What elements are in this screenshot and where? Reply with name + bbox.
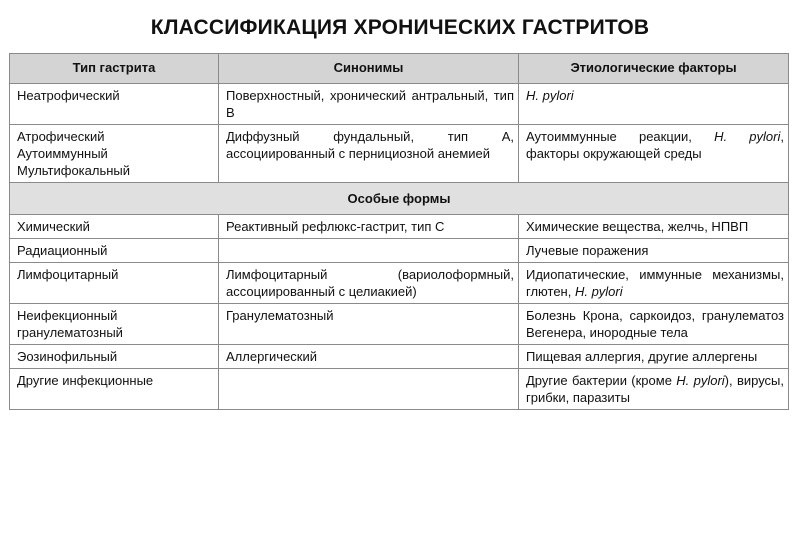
header-factors: Этиологические факторы [519, 54, 789, 84]
table-body-special [10, 215, 789, 410]
cell-factors [519, 84, 789, 125]
table-row [10, 304, 789, 345]
type-line: Эозинофильный [17, 349, 118, 364]
cell-type [10, 345, 219, 369]
factor-text: Идиопатические, иммунные механизмы, глютен, [526, 267, 784, 299]
special-forms-row [10, 183, 789, 215]
cell-factors [519, 263, 789, 304]
factor-text: ), вирусы, грибки, паразиты [526, 373, 785, 405]
cell-synonyms: Диффузный фундальный, тип А, ассоциированный с пернициозной анемией [219, 125, 519, 183]
type-line: Лимфоцитарный [17, 267, 119, 282]
factor-italic-text: H. pylori [676, 373, 725, 388]
header-row [10, 54, 789, 84]
type-line: Атрофический [17, 129, 105, 144]
table-row [10, 215, 789, 239]
cell-type [10, 263, 219, 304]
cell-factors [519, 239, 789, 263]
table-row [10, 369, 789, 410]
factor-text: Лучевые поражения [526, 243, 649, 258]
type-line: Радиационный [17, 243, 108, 258]
factor-text: Химические вещества, желчь, НПВП [526, 219, 749, 234]
type-line: Неифекционный [17, 308, 118, 323]
cell-synonyms: Поверхностный, хронический антральный, тип В [219, 84, 519, 125]
cell-factors [519, 345, 789, 369]
cell-synonyms: Аллергический [219, 345, 519, 369]
special-section [10, 183, 789, 215]
gastritis-classification-table [9, 53, 789, 410]
special-forms-label: Особые формы [10, 183, 789, 215]
cell-type [10, 369, 219, 410]
factor-italic-text: H. pylori [714, 129, 781, 144]
cell-synonyms [219, 239, 519, 263]
cell-factors [519, 304, 789, 345]
factor-italic-text: H. pylori [574, 284, 623, 299]
factor-text: Болезнь Крона, саркоидоз, гранулематоз Вегенера, инородные тела [526, 308, 784, 340]
cell-type [10, 304, 219, 345]
factor-text: Пищевая аллергия, другие аллергены [526, 349, 758, 364]
cell-type [10, 84, 219, 125]
table-header [10, 54, 789, 84]
factor-italic-text: H. pylori [526, 88, 574, 103]
type-line: Неатрофический [17, 88, 120, 103]
factor-text: Другие бактерии (кроме [526, 373, 677, 388]
table-row [10, 125, 789, 183]
cell-factors [519, 369, 789, 410]
header-synonyms: Синонимы [219, 54, 519, 84]
page-title: КЛАССИФИКАЦИЯ ХРОНИЧЕСКИХ ГАСТРИТОВ [150, 16, 650, 39]
type-line: Мультифокальный [17, 163, 131, 178]
factor-text: , факторы окружающей среды [526, 129, 784, 161]
cell-synonyms: Гранулематозный [219, 304, 519, 345]
cell-synonyms [219, 369, 519, 410]
factor-text: Аутоиммунные реакции, [526, 129, 715, 144]
table-row [10, 263, 789, 304]
cell-type [10, 125, 219, 183]
cell-synonyms: Реактивный рефлюкс-гастрит, тип С [219, 215, 519, 239]
table-row [10, 84, 789, 125]
table-body-main [10, 84, 789, 183]
cell-type [10, 215, 219, 239]
type-line: Аутоиммунный [17, 146, 108, 161]
cell-synonyms: Лимфоцитарный (вариолоформный, ассоциированный с целиакией) [219, 263, 519, 304]
table-row [10, 345, 789, 369]
type-line: гранулематозный [17, 325, 123, 340]
cell-factors [519, 125, 789, 183]
type-line: Другие инфекционные [17, 373, 154, 388]
table-row [10, 239, 789, 263]
type-line: Химический [17, 219, 90, 234]
cell-type [10, 239, 219, 263]
cell-factors [519, 215, 789, 239]
header-type: Тип гастрита [10, 54, 219, 84]
